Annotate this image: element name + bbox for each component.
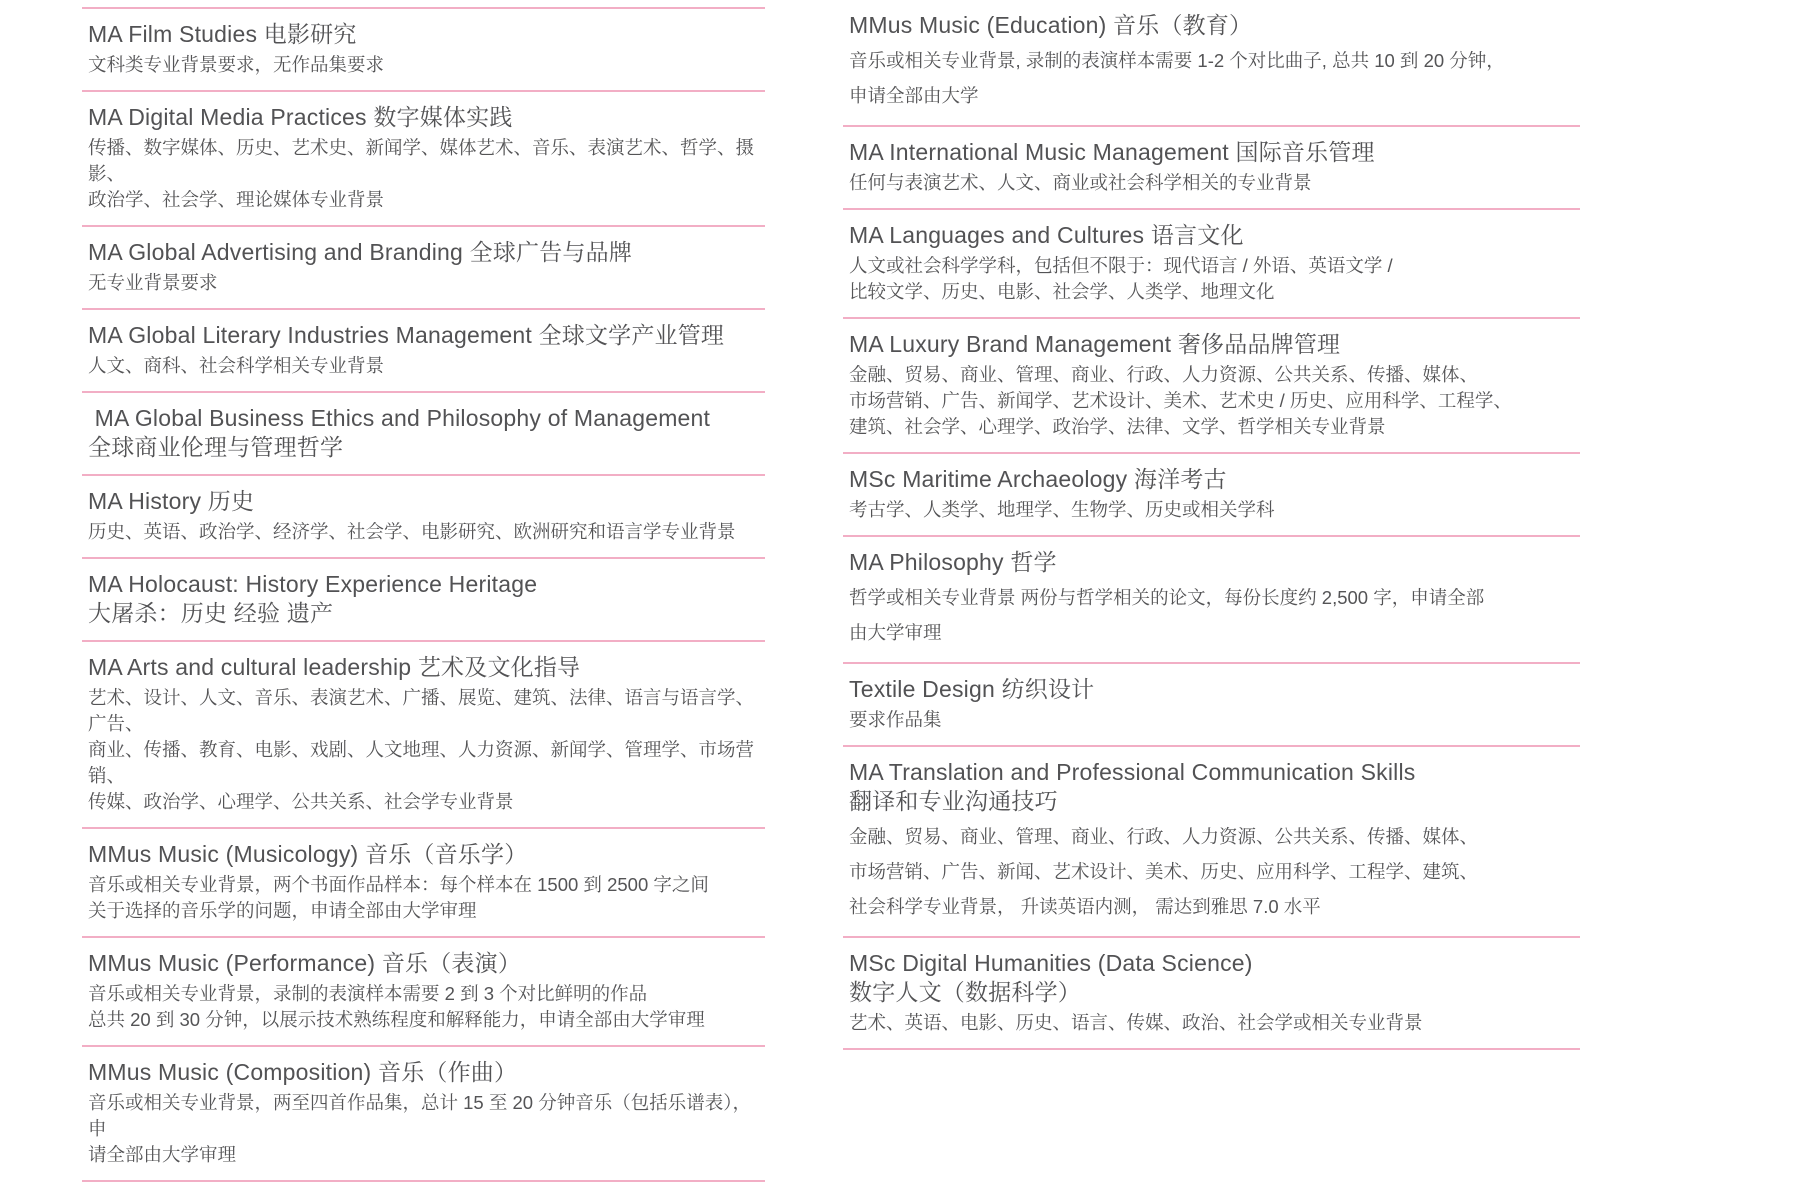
program-requirements — [88, 1090, 765, 1168]
program-requirement-line: 历史、英语、政治学、经济学、社会学、电影研究、欧洲研究和语言学专业背景 — [88, 521, 736, 542]
program-entry — [82, 829, 765, 936]
program-title: MA Global Literary Industries Management 全球文学产业管理 — [88, 322, 725, 348]
program-requirements — [88, 270, 765, 296]
program-requirements — [849, 43, 1580, 113]
program-title: MA Holocaust: History Experience Heritage — [88, 571, 538, 597]
program-requirement-line: 音乐或相关专业背景，两个书面作品样本：每个样本在 1500 到 2500 字之间 — [88, 874, 709, 895]
program-requirement-line: 市场营销、广告、新闻学、艺术设计、美术、艺术史 / 历史、应用科学、工程学、 — [849, 390, 1512, 411]
program-title: MA Languages and Cultures 语言文化 — [849, 222, 1244, 248]
program-entry — [843, 747, 1580, 936]
column-left — [82, 0, 765, 1182]
program-requirement-line: 艺术、英语、电影、历史、语言、传媒、政治、社会学或相关专业背景 — [849, 1012, 1423, 1033]
program-title: Textile Design 纺织设计 — [849, 676, 1095, 702]
program-requirements — [88, 135, 765, 213]
program-title: MA Global Advertising and Branding 全球广告与品牌 — [88, 239, 633, 265]
program-requirement-line: 哲学或相关专业背景 两份与哲学相关的论文，每份长度约 2,500 字，申请全部 — [849, 587, 1485, 608]
program-requirements — [849, 1010, 1580, 1036]
program-entry — [843, 127, 1580, 208]
program-title: MMus Music (Performance) 音乐（表演） — [88, 950, 522, 976]
program-entry — [843, 319, 1580, 452]
program-requirement-line: 传媒、政治学、心理学、公共关系、社会学专业背景 — [88, 791, 514, 812]
program-requirement-line: 申请全部由大学 — [849, 85, 979, 106]
program-requirement-line: 音乐或相关专业背景, 录制的表演样本需要 1-2 个对比曲子, 总共 10 到 20 分钟， — [849, 50, 1505, 71]
program-requirement-line: 关于选择的音乐学的问题，申请全部由大学审理 — [88, 900, 477, 921]
program-title: MA Arts and cultural leadership 艺术及文化指导 — [88, 654, 581, 680]
program-requirement-line: 金融、贸易、商业、管理、商业、行政、人力资源、公共关系、传播、媒体、 — [849, 364, 1479, 385]
program-requirement-line: 金融、贸易、商业、管理、商业、行政、人力资源、公共关系、传播、媒体、 — [849, 826, 1479, 847]
program-requirement-line: 政治学、社会学、理论媒体专业背景 — [88, 189, 385, 210]
column-right — [843, 0, 1580, 1050]
program-requirements — [849, 819, 1580, 924]
program-requirement-line: 市场营销、广告、新闻、艺术设计、美术、历史、应用科学、工程学、建筑、 — [849, 861, 1479, 882]
program-requirements — [88, 872, 765, 924]
program-requirement-line: 建筑、社会学、心理学、政治学、法律、文学、哲学相关专业背景 — [849, 416, 1386, 437]
program-requirement-line: 考古学、人类学、地理学、生物学、历史或相关学科 — [849, 499, 1275, 520]
program-entry — [82, 642, 765, 827]
program-entry — [82, 310, 765, 391]
program-requirement-line: 传播、数字媒体、历史、艺术史、新闻学、媒体艺术、音乐、表演艺术、哲学、摄影、 — [88, 137, 755, 184]
program-requirement-line: 人文或社会科学学科，包括但不限于：现代语言 / 外语、英语文学 / — [849, 255, 1393, 276]
program-requirements — [849, 170, 1580, 196]
program-title: MA Global Business Ethics and Philosophy of Management — [88, 405, 711, 431]
program-requirement-line: 比较文学、历史、电影、社会学、人类学、地理文化 — [849, 281, 1275, 302]
program-entry — [843, 664, 1580, 745]
program-entry — [82, 227, 765, 308]
program-title: MA Luxury Brand Management 奢侈品品牌管理 — [849, 331, 1341, 357]
program-requirements — [88, 353, 765, 379]
program-requirement-line: 艺术、设计、人文、音乐、表演艺术、广播、展览、建筑、法律、语言与语言学、广告、 — [88, 687, 755, 734]
program-requirements — [849, 362, 1580, 440]
separator-rule — [843, 1048, 1580, 1050]
program-title: 大屠杀：历史 经验 遗产 — [88, 600, 334, 626]
program-title: MA Philosophy 哲学 — [849, 549, 1057, 575]
program-requirement-line: 社会科学专业背景， 升读英语内测， 需达到雅思 7.0 水平 — [849, 896, 1321, 917]
program-title: MA Translation and Professional Communication Skills — [849, 759, 1416, 785]
program-requirement-line: 文科类专业背景要求，无作品集要求 — [88, 54, 385, 75]
program-requirement-line: 由大学审理 — [849, 622, 942, 643]
program-requirement-line: 商业、传播、教育、电影、戏剧、人文地理、人力资源、新闻学、管理学、市场营销、 — [88, 739, 755, 786]
program-entry — [82, 92, 765, 225]
program-title: MSc Maritime Archaeology 海洋考古 — [849, 466, 1227, 492]
program-requirement-line: 音乐或相关专业背景，两至四首作品集，总计 15 至 20 分钟音乐（包括乐谱表），申 — [88, 1092, 751, 1139]
program-title: 数字人文（数据科学） — [849, 979, 1081, 1005]
program-entry — [843, 454, 1580, 535]
program-entry — [82, 559, 765, 640]
program-requirements — [88, 519, 765, 545]
program-title: MSc Digital Humanities (Data Science) — [849, 950, 1253, 976]
program-title: MMus Music (Composition) 音乐（作曲） — [88, 1059, 518, 1085]
program-title: MMus Music (Education) 音乐（教育） — [849, 12, 1253, 38]
program-requirement-line: 要求作品集 — [849, 709, 942, 730]
program-requirement-line: 无专业背景要求 — [88, 272, 218, 293]
program-title: MA Film Studies 电影研究 — [88, 21, 357, 47]
program-entry — [843, 938, 1580, 1048]
program-title: MMus Music (Musicology) 音乐（音乐学） — [88, 841, 528, 867]
program-title: 翻译和专业沟通技巧 — [849, 788, 1058, 814]
program-title: MA International Music Management 国际音乐管理 — [849, 139, 1375, 165]
program-entry — [82, 1047, 765, 1180]
program-entry — [82, 393, 765, 474]
program-requirement-line: 请全部由大学审理 — [88, 1144, 237, 1165]
program-requirements — [849, 253, 1580, 305]
program-requirement-line: 任何与表演艺术、人文、商业或社会科学相关的专业背景 — [849, 172, 1312, 193]
program-title: 全球商业伦理与管理哲学 — [88, 434, 344, 460]
program-requirements — [88, 52, 765, 78]
program-entry — [82, 9, 765, 90]
program-title: MA Digital Media Practices 数字媒体实践 — [88, 104, 513, 130]
program-title: MA History 历史 — [88, 488, 255, 514]
program-requirements — [88, 685, 765, 815]
program-requirement-line: 总共 20 到 30 分钟，以展示技术熟练程度和解释能力，申请全部由大学审理 — [88, 1009, 705, 1030]
program-requirement-line: 人文、商科、社会科学相关专业背景 — [88, 355, 385, 376]
program-requirements — [849, 497, 1580, 523]
program-requirements — [849, 580, 1580, 650]
program-requirements — [849, 707, 1580, 733]
program-entry — [843, 210, 1580, 317]
program-requirements — [88, 981, 765, 1033]
program-requirement-line: 音乐或相关专业背景，录制的表演样本需要 2 到 3 个对比鲜明的作品 — [88, 983, 648, 1004]
program-entry — [82, 938, 765, 1045]
program-entry — [843, 537, 1580, 662]
program-entry — [82, 476, 765, 557]
program-entry — [843, 0, 1580, 125]
